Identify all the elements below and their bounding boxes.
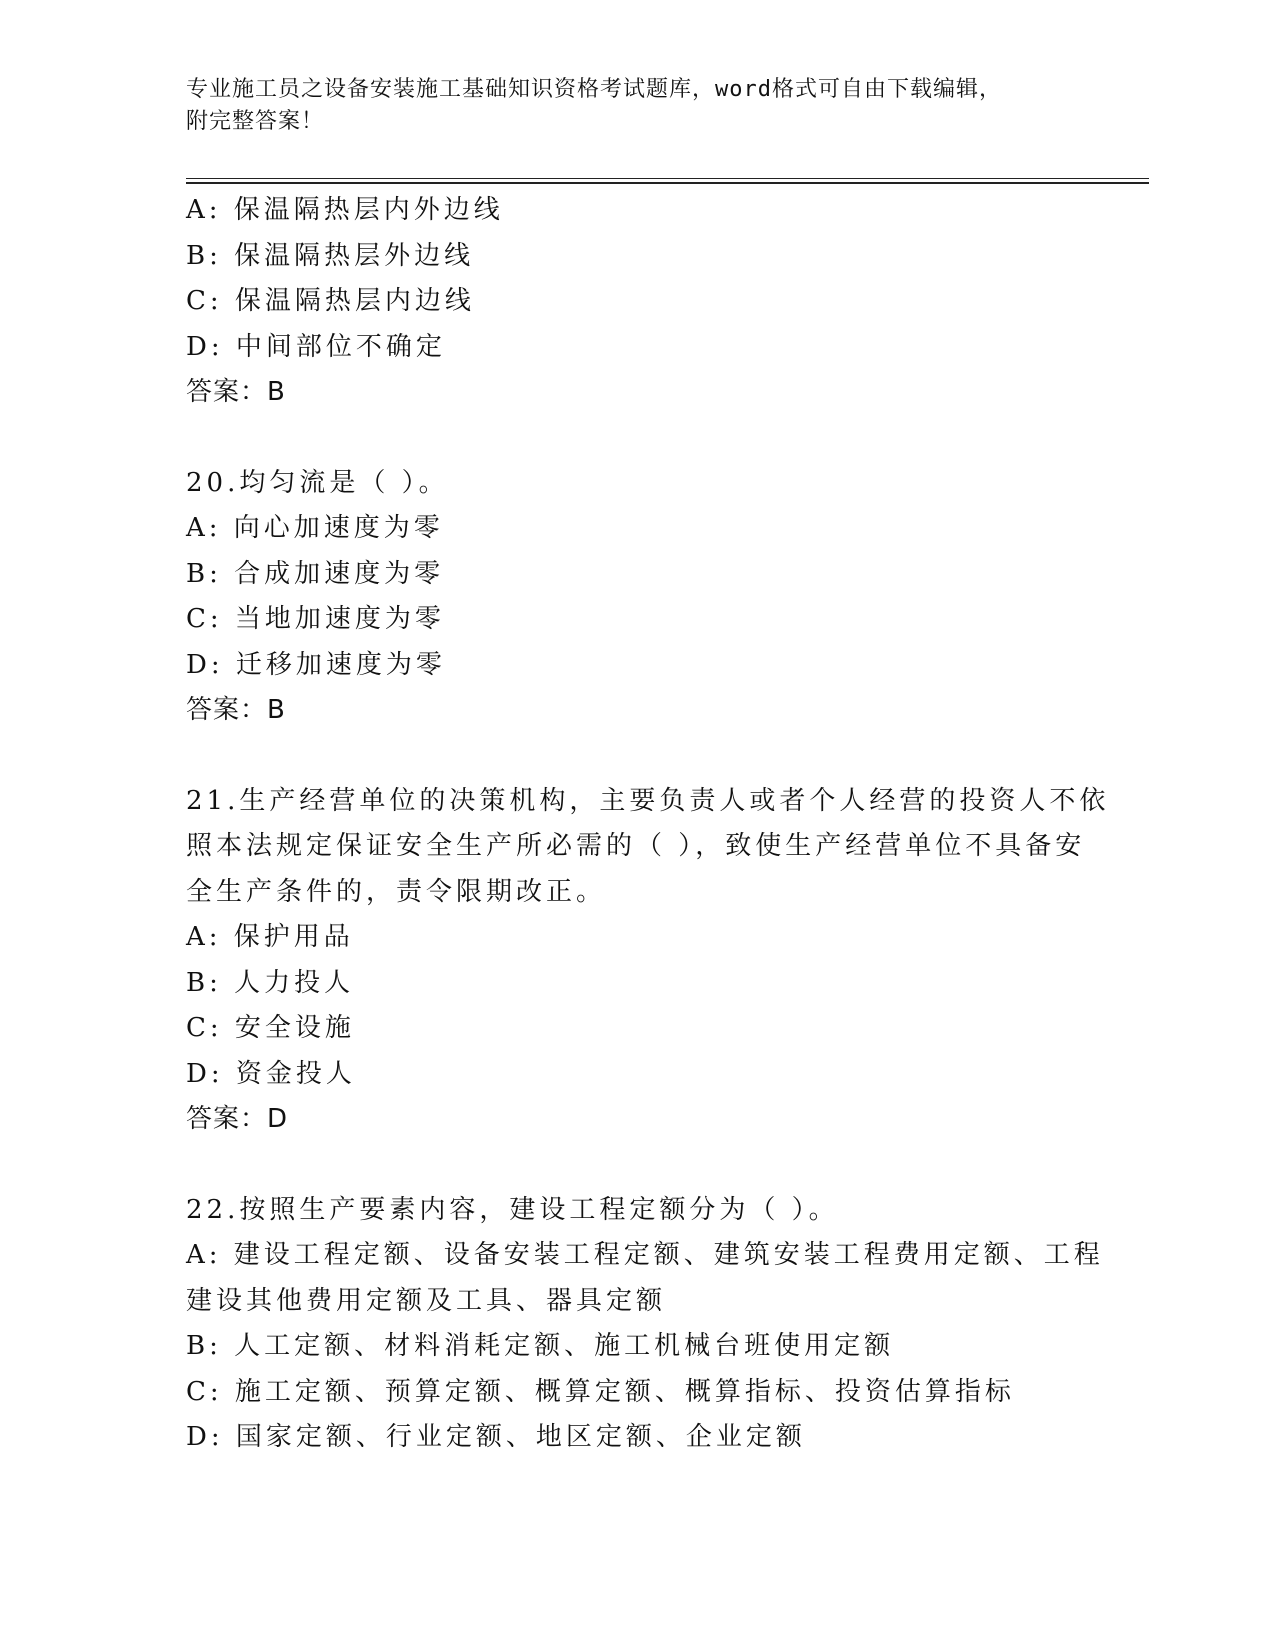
option-a-line-1: A: 建设工程定额、设备安装工程定额、建筑安装工程费用定额、工程: [186, 1240, 1104, 1270]
option-d: D: 资金投人: [186, 1058, 356, 1089]
spacer: [186, 1143, 1086, 1188]
option-a: A: 保护用品: [186, 922, 354, 952]
question-22: [186, 1188, 1104, 1461]
page-header: [186, 74, 1086, 138]
question-stem: 20.均匀流是（ ）。: [186, 467, 449, 498]
question-19-continued: [186, 188, 1086, 416]
option-d: D: 国家定额、行业定额、地区定额、企业定额: [186, 1422, 806, 1452]
header-divider-thin: [186, 178, 1149, 179]
option-a-line-2: 建设其他费用定额及工具、器具定额: [186, 1285, 667, 1316]
question-stem-line-3: 全生产条件的，责令限期改正。: [186, 876, 607, 907]
option-a: A: 向心加速度为零: [186, 513, 444, 543]
option-c: C: 当地加速度为零: [186, 604, 445, 634]
option-c: C: 保温隔热层内边线: [186, 286, 475, 316]
header-line-1: 专业施工员之设备安装施工基础知识资格考试题库，word格式可自由下载编辑，: [186, 77, 1002, 102]
option-d: D: 迁移加速度为零: [186, 649, 446, 680]
spacer: [186, 734, 1086, 779]
option-b: B: 保温隔热层外边线: [186, 240, 475, 271]
question-stem: 22.按照生产要素内容，建设工程定额分为（ ）。: [186, 1194, 839, 1225]
option-d: D: 中间部位不确定: [186, 331, 446, 362]
option-b: B: 合成加速度为零: [186, 558, 445, 589]
question-20: [186, 461, 1086, 734]
question-stem-line-2: 照本法规定保证安全生产所必需的（ ），致使生产经营单位不具备安: [186, 831, 1086, 861]
option-c: C: 安全设施: [186, 1013, 355, 1043]
question-stem-line-1: 21.生产经营单位的决策机构，主要负责人或者个人经营的投资人不依: [186, 785, 1110, 816]
answer: 答案：B: [186, 377, 286, 407]
header-line-2: 附完整答案！: [186, 109, 325, 134]
question-list: [186, 188, 1110, 1461]
option-b: B: 人工定额、材料消耗定额、施工机械台班使用定额: [186, 1331, 895, 1361]
option-b: B: 人力投人: [186, 967, 355, 998]
header-divider-thick: [186, 182, 1149, 184]
spacer: [186, 416, 1086, 461]
answer: 答案：B: [186, 695, 286, 725]
answer: 答案：D: [186, 1104, 289, 1134]
option-a: A: 保温隔热层内外边线: [186, 195, 504, 225]
option-c: C: 施工定额、预算定额、概算定额、概算指标、投资估算指标: [186, 1376, 1015, 1407]
question-21: [186, 779, 1110, 1143]
